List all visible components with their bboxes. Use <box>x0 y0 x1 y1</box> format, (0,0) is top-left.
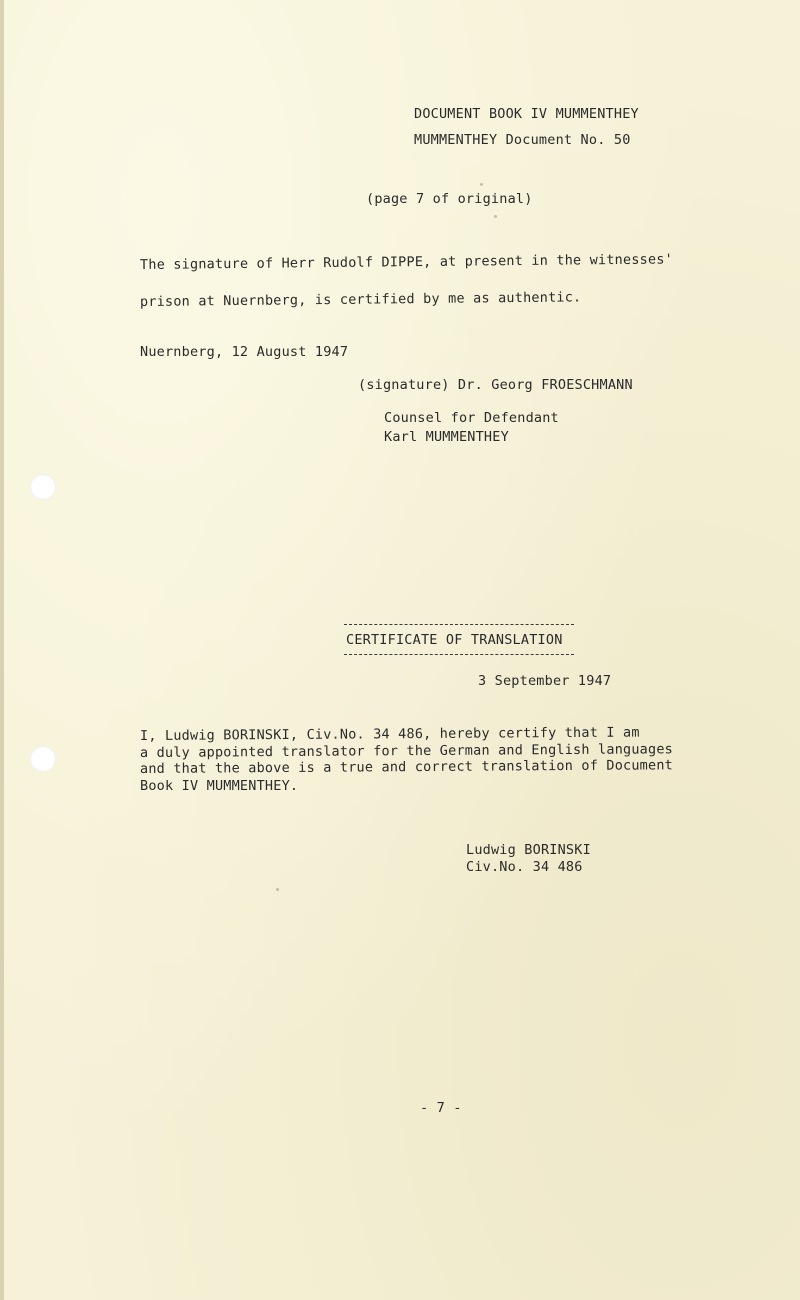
header-line-1: DOCUMENT BOOK IV MUMMENTHEY <box>414 106 639 122</box>
certification-line-2: prison at Nuernberg, is certified by me as authentic. <box>139 289 582 310</box>
punch-hole-upper <box>30 474 56 500</box>
certificate-body-line-4: Book IV MUMMENTHEY. <box>140 778 299 794</box>
title-rule-top <box>344 624 574 625</box>
header-line-2: MUMMENTHEY Document No. 50 <box>414 132 631 148</box>
defendant-name: Karl MUMMENTHEY <box>384 429 509 445</box>
certification-line-1: The signature of Herr Rudolf DIPPE, at present in the witnesses' <box>139 251 674 273</box>
counsel-role: Counsel for Defendant <box>384 410 559 426</box>
translator-civ-number: Civ.No. 34 486 <box>466 859 583 875</box>
place-date: Nuernberg, 12 August 1947 <box>140 344 349 360</box>
certificate-body-line-3: and that the above is a true and correct translation of Document <box>139 757 674 777</box>
paper-edge <box>0 0 4 1300</box>
certificate-title: CERTIFICATE OF TRANSLATION <box>346 632 563 648</box>
signature-line: (signature) Dr. Georg FROESCHMANN <box>358 377 633 393</box>
certificate-body-line-1: I, Ludwig BORINSKI, Civ.No. 34 486, hereby certify that I am <box>139 724 640 744</box>
translator-name: Ludwig BORINSKI <box>466 842 591 858</box>
paper-speck <box>494 215 497 218</box>
certificate-date: 3 September 1947 <box>478 673 612 689</box>
page-reference: (page 7 of original) <box>366 191 533 207</box>
paper-speck <box>480 183 483 186</box>
title-rule-bottom <box>344 654 574 655</box>
page-number: - 7 - <box>420 1100 462 1116</box>
paper-speck <box>276 888 279 891</box>
punch-hole-lower <box>30 746 56 772</box>
certificate-body-line-2: a duly appointed translator for the German and English languages <box>139 741 674 761</box>
